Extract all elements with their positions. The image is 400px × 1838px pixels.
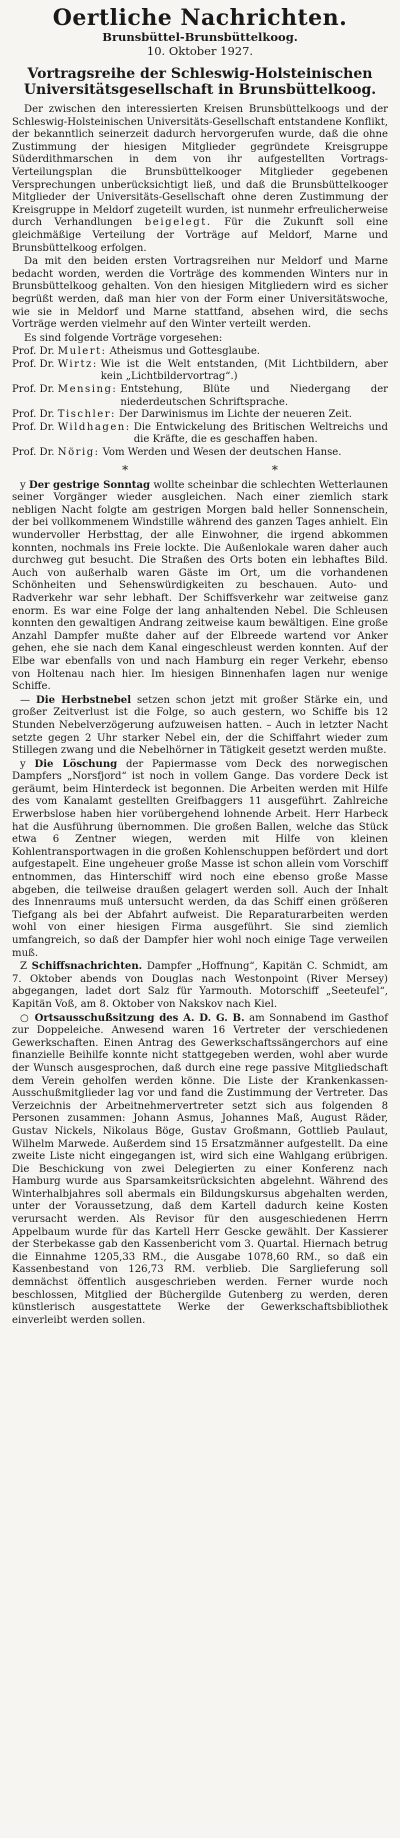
lecture-topic: Wie ist die Welt entstanden, (Mit Lichtbildern, aber kein „Lichtbildervortrag“.) (100, 358, 388, 383)
lecturer (12, 409, 119, 422)
lecturer-title: Prof. Dr. (12, 421, 55, 433)
news-item-shipping (12, 961, 388, 1011)
intro-paragraph-3: Es sind folgende Vorträge vorgesehen: (24, 332, 223, 344)
lecture-item (12, 447, 388, 460)
item-text: Dampfer „Hoffnung“, Kapitän C. Schmidt, am 7. Oktober abends von Douglas nach Westonpoint (River Mersey) abgegangen, ladet dort Salz für Yarmouth. Motorschiff „Seeteufel“, Kapitän Voß, am 8. Oktober von Nakskov nach Kiel. (12, 961, 388, 1010)
section-title: Oertliche Nachrichten. (52, 5, 348, 31)
intro-paragraph-2: Da mit den beiden ersten Vortragsreihen nur Meldorf und Marne bedacht worden, werden die Vorträge des kommenden Winters nur in Brunsbüttelkoog gehalten. Von den hiesigen Mitgliedern wird es sicher begrüßt werden, daß man hier von der Form einer Universitätswoche, wie sie in Meldorf und Marne stattfand, absehen wird, die sechs Vorträge werden vielmehr auf den Winter verteilt werden. (12, 256, 388, 331)
lecture-topic: Vom Werden und Wesen der deutschen Hanse. (102, 447, 342, 459)
lecturer-name: Mensing: (57, 384, 118, 396)
item-lead: Die Löschung (34, 758, 118, 770)
item-text: wollte scheinbar die schlechten Wetterlaunen seiner Vorgänger wieder ausgleichen. Nach einer ziemlich stark nebligen Nacht folgte am gestrigen Morgen bald heller Sonnenschein, der bei vollkommenem Windstille während des ganzen Tages anhielt. Ein wundervoller Herbsttag, der alle Einwohner, die irgend abkommen konnten, nochmals ins Freie lockte. Die Außenlokale waren daher auch durchweg gut besucht. Die Straßen des Orts boten ein lebhaftes Bild. Auch von außerhalb waren Gäste im Ort, um die vorhandenen Schönheiten und Sehenswürdigkeiten zu beschauen. Auto- und Radverkehr war sehr lebhaft. Der Schiffsverkehr war zeitweise ganz enorm. Es war eine Folge der lang anhaltenden Nebel. Die Schleusen konnten den gewaltigen Andrang zeitweise kaum bewältigen. Eine große Anzahl Dampfer mußte daher auf der Elbreede wartend vor Anker gehen, ehe sie nach dem Kanal eingeschleust werden konnten. Auf der Elbe war ebenfalls von und nach Hamburg ein reger Verkehr, ebenso von Holtenau nach hier. Im hiesigen Binnenhafen lagen nur wenige Schiffe. (12, 479, 388, 693)
lecture-item (12, 346, 388, 359)
lecturer-name: Mulert: (57, 346, 107, 358)
article-headline: Vortragsreihe der Schleswig-Holsteinischen Universitätsgesellschaft in Brunsbüttelkoog. (23, 66, 377, 98)
lecture-item (12, 384, 388, 409)
newspaper-page (6, 0, 394, 1838)
lecture-list (12, 346, 388, 459)
lecture-topic: Der Darwinismus im Lichte der neueren Zeit. (118, 409, 352, 421)
item-lead: Schiffsnachrichten. (31, 961, 143, 973)
lecture-topic: Die Entwickelung des Britischen Weltreichs und die Kräfte, die es geschaffen haben. (133, 421, 388, 446)
lecturer (12, 359, 101, 384)
item-lead: Der gestrige Sonntag (28, 479, 151, 491)
lecturer-title: Prof. Dr. (12, 447, 55, 459)
news-item-sunday (12, 480, 388, 694)
lecturer-title: Prof. Dr. (12, 384, 55, 396)
lecturer-title: Prof. Dr. (12, 409, 55, 421)
section-separator: * * (122, 462, 348, 477)
lecture-item (12, 409, 388, 422)
intro-text: Der zwischen den interessierten Kreisen Brunsbüttelkoogs und der Schleswig-Holsteinischen Universitäts-Gesellschaft entstandene Konflikt, der bekanntlich seinerzeit dadurch hervorgerufen wurde, daß die ohne Zustimmung der hiesigen Mitglieder gegründete Kreisgruppe Süderdithmarschen in dem von ihr aufgestellten Vortrags-Verteilungsplan die Brunsbüttelkooger Mitglieder gegebenen Versprechungen unberücksichtigt ließ, und daß die Brunsbüttelkooger Mitglieder der Universitäts-Gesellschaft ohne deren Zustimmung der Kreisgruppe in Meldorf zugeteilt wurden, ist nunmehr erfreulicherweise durch Verhandlungen (12, 104, 388, 229)
lecture-item (12, 422, 388, 447)
lecturer-name: Wirtz: (57, 358, 98, 370)
lecturer (12, 384, 120, 409)
item-text: setzen schon jetzt mit großer Stärke ein, und großer Zeitverlust ist die Folge, so auch gestern, wo Schiffe bis 12 Stunden Nebelverzögerung aufzuweisen hatten. – Auch in letzter Nacht setzte gegen 2 Uhr starker Nebel ein, der die Schiffahrt wieder zum Stillegen zwang und die Nebelhörner in Tätigkeit gesetzt werden mußte. (12, 694, 388, 757)
masthead (12, 6, 388, 58)
item-marker: — (20, 694, 31, 706)
item-marker: y (20, 479, 26, 491)
item-marker: Z (20, 961, 28, 973)
lecture-topic: Atheismus und Gottesglaube. (109, 346, 261, 358)
item-lead: Ortsausschußsitzung des A. D. G. B. (34, 1012, 245, 1024)
item-marker: y (20, 758, 26, 770)
lecture-topic: Entstehung, Blüte und Niedergang der niederdeutschen Schriftsprache. (120, 384, 388, 408)
news-item-fog (12, 695, 388, 758)
lecturer (12, 422, 134, 447)
lecturer (12, 346, 110, 359)
lecture-item (12, 359, 388, 384)
intro-text-continued: Für die Zukunft soll eine gleichmäßige Verteilung der Vorträge auf Meldorf, Marne und Brunsbüttelkoog erfolgen. (12, 217, 388, 254)
intro-emphasis: beigelegt. (144, 217, 212, 229)
intro-paragraph-1 (12, 104, 388, 255)
section-place: Brunsbüttel-Brunsbüttelkoog. (102, 30, 298, 44)
issue-date: 10. Oktober 1927. (146, 44, 254, 58)
item-lead: Die Herbstnebel (36, 694, 132, 706)
lecturer-title: Prof. Dr. (12, 358, 55, 370)
item-marker: ○ (20, 1012, 31, 1024)
news-item-ship-cargo (12, 759, 388, 961)
article-body (12, 104, 388, 460)
lecturer-title: Prof. Dr. (12, 346, 55, 358)
lecturer-name: Wildhagen: (57, 421, 131, 433)
news-item-adgb (12, 1013, 388, 1328)
lecturer-name: Tischler: (57, 409, 116, 421)
lecturer (12, 447, 103, 460)
item-text: der Papiermasse vom Deck des norwegischen Dampfers „Norsfjord“ ist noch in vollem Gange. Das vordere Deck ist geräumt, beim Hinterdeck ist begonnen. Die Arbeiten werden mit Hilfe des vom Kanalamt gestellten Greifbaggers 11 ausgeführt. Zahlreiche Erwerbslose haben hier vorübergehend lohnende Arbeit. Herr Harbeck hat die Ausführung übernommen. Die großen Ballen, welche das Stück etwa 6 Zentner wiegen, werden mit Hilfe von kleinen Kohlentransportwagen in die großen Kohlenschuppen befördert und dort aufgestapelt. Eine ungeheuer große Masse ist schon allein vom Vorschiff entnommen, das Hinterschiff wird noch eine ebenso große Masse abgeben, die teilweise draußen gelagert werden soll. Auch der Inhalt des Innenraums muß untersucht werden, da das Schiff einen größeren Tiefgang als bei der Abfahrt aufweist. Die Reparaturarbeiten werden wohl von einer hiesigen Firma ausgeführt. Sie sind ziemlich umfangreich, so daß der Dampfer hier wohl noch einige Tage verweilen muß. (12, 758, 388, 959)
lecturer-name: Nörig: (57, 447, 100, 459)
item-text: am Sonnabend im Gasthof zur Doppeleiche. Anwesend waren 16 Vertreter der verschiedenen Gewerkschaften. Einen Antrag des Gewerkschaftssängerchors auf eine finanzielle Beihilfe konnte nicht stattgegeben werden, wohl aber wurde der Wunsch ausgesprochen, daß durch eine rege passive Mitgliedschaft dem Verein geholfen werden könne. Die Liste der Krankenkassen-Ausschußmitglieder lag vor und fand die Zustimmung der Vertreter. Das Verzeichnis der Arbeitnehmervertreter setzt sich aus folgenden 8 Personen zusammen: Johann Asmus, Johannes Maß, August Räder, Gustav Nickels, Nikolaus Böge, Gustav Großmann, Gottlieb Paulaut, Wilhelm Marwede. Außerdem sind 15 Ersatzmänner aufgestellt. Da eine zweite Liste nicht eingegangen ist, wird sich eine Wahlgang erübrigen. Die Beschickung von zwei Delegierten zu einer Konferenz nach Hamburg wurde aus Sparsamkeitsrücksichten abgelehnt. Während des Winterhalbjahres soll abermals ein Bildungskursus abgehalten werden, unter der Voraussetzung, daß dem Kartell dadurch keine Kosten verursacht werden. Als Revisor für den ausgeschiedenen Herrn Appelbaum wurde für das Kartell Herr Gescke gewählt. Der Kassierer der Sterbekasse gab den Kassenbericht vom 3. Quartal. Hiernach betrug die Einnahme 1205,33 RM., die Ausgabe 1078,60 RM., so daß ein Kassenbestand von 126,73 RM. verblieb. Die Sarglieferung soll demnächst öffentlich ausgeschrieben werden. Ferner wurde noch beschlossen, Mitglied der Büchergilde Gutenberg zu werden, deren künstlerisch ausgestattete Werke der Gewerkschaftsbibliothek einverleibt werden sollen. (12, 1012, 388, 1326)
